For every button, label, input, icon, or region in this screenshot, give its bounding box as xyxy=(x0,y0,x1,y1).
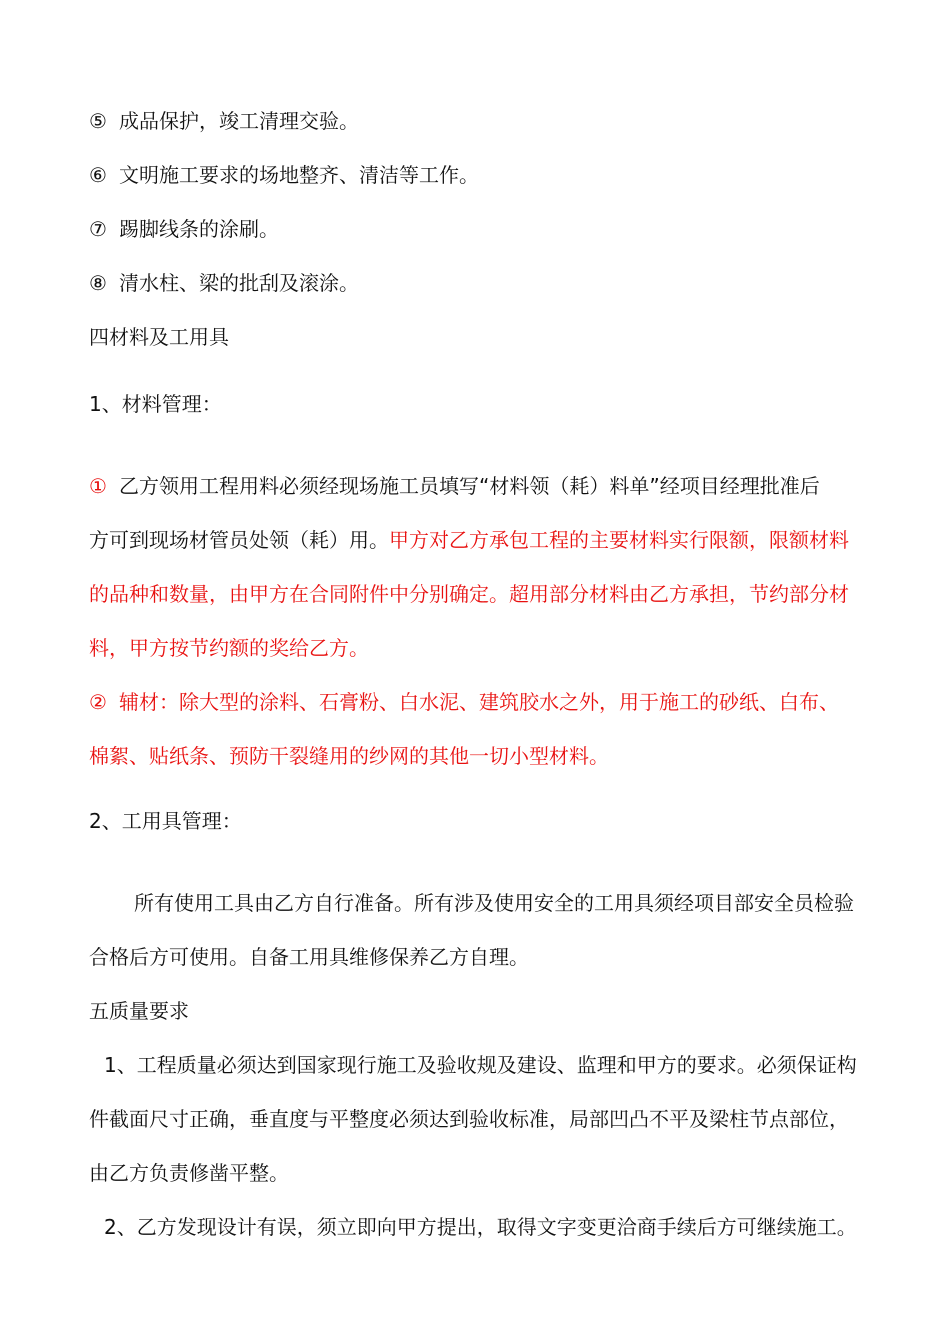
list-text: 踢脚线条的涂刷。 xyxy=(119,217,279,241)
material-item-1-line xyxy=(89,527,849,553)
subheading-tool-management: 2、工用具管理： xyxy=(89,809,242,833)
list-number: ⑤ xyxy=(89,109,107,133)
list-number: ⑦ xyxy=(89,217,107,241)
quality-item-2-line: 2、乙方发现设计有误，须立即向甲方提出，取得文字变更洽商手续后方可继续施工。 xyxy=(104,1215,857,1239)
quality-item-1-line: 件截面尺寸正确，垂直度与平整度必须达到验收标准，局部凹凸不平及梁柱节点部位， xyxy=(89,1107,849,1131)
material-item-2-text: 辅材：除大型的涂料、石膏粉、白水泥、建筑胶水之外，用于施工的砂纸、白布、 xyxy=(119,690,839,714)
material-item-1-line: 的品种和数量，由甲方在合同附件中分别确定。超用部分材料由乙方承担，节约部分材 xyxy=(89,582,849,606)
material-item-1-line xyxy=(89,473,820,499)
list-number: ⑥ xyxy=(89,163,107,187)
section-heading-quality: 五质量要求 xyxy=(89,999,189,1023)
list-number: ① xyxy=(89,474,107,498)
material-item-1-line: 料，甲方按节约额的奖给乙方。 xyxy=(89,636,369,660)
quality-item-1-line: 1、工程质量必须达到国家现行施工及验收规及建设、监理和甲方的要求。必须保证构 xyxy=(104,1053,857,1077)
list-item xyxy=(89,108,359,134)
list-item xyxy=(89,270,359,296)
tools-paragraph-line: 所有使用工具由乙方自行准备。所有涉及使用安全的工用具须经项目部安全员检验 xyxy=(134,891,854,915)
material-item-1-emphasis: 甲方对乙方承包工程的主要材料实行限额，限额材料 xyxy=(389,528,849,552)
list-item xyxy=(89,162,479,188)
material-item-1-text: 乙方领用工程用料必须经现场施工员填写“材料领（耗）料单”经项目经理批准后 xyxy=(119,474,820,498)
subheading-material-management: 1、材料管理： xyxy=(89,392,222,416)
material-item-2-line: 棉絮、贴纸条、预防干裂缝用的纱网的其他一切小型材料。 xyxy=(89,744,609,768)
list-text: 清水柱、梁的批刮及滚涂。 xyxy=(119,271,359,295)
list-number: ② xyxy=(89,690,107,714)
list-number: ⑧ xyxy=(89,271,107,295)
list-text: 文明施工要求的场地整齐、清洁等工作。 xyxy=(119,163,479,187)
material-item-2-line xyxy=(89,689,839,715)
tools-paragraph-line: 合格后方可使用。自备工用具维修保养乙方自理。 xyxy=(89,945,529,969)
list-text: 成品保护，竣工清理交验。 xyxy=(119,109,359,133)
material-item-1-text: 方可到现场材管员处领（耗）用。 xyxy=(89,528,389,552)
section-heading-materials: 四材料及工用具 xyxy=(89,325,229,349)
list-item xyxy=(89,216,279,242)
quality-item-1-line: 由乙方负责修凿平整。 xyxy=(89,1161,289,1185)
